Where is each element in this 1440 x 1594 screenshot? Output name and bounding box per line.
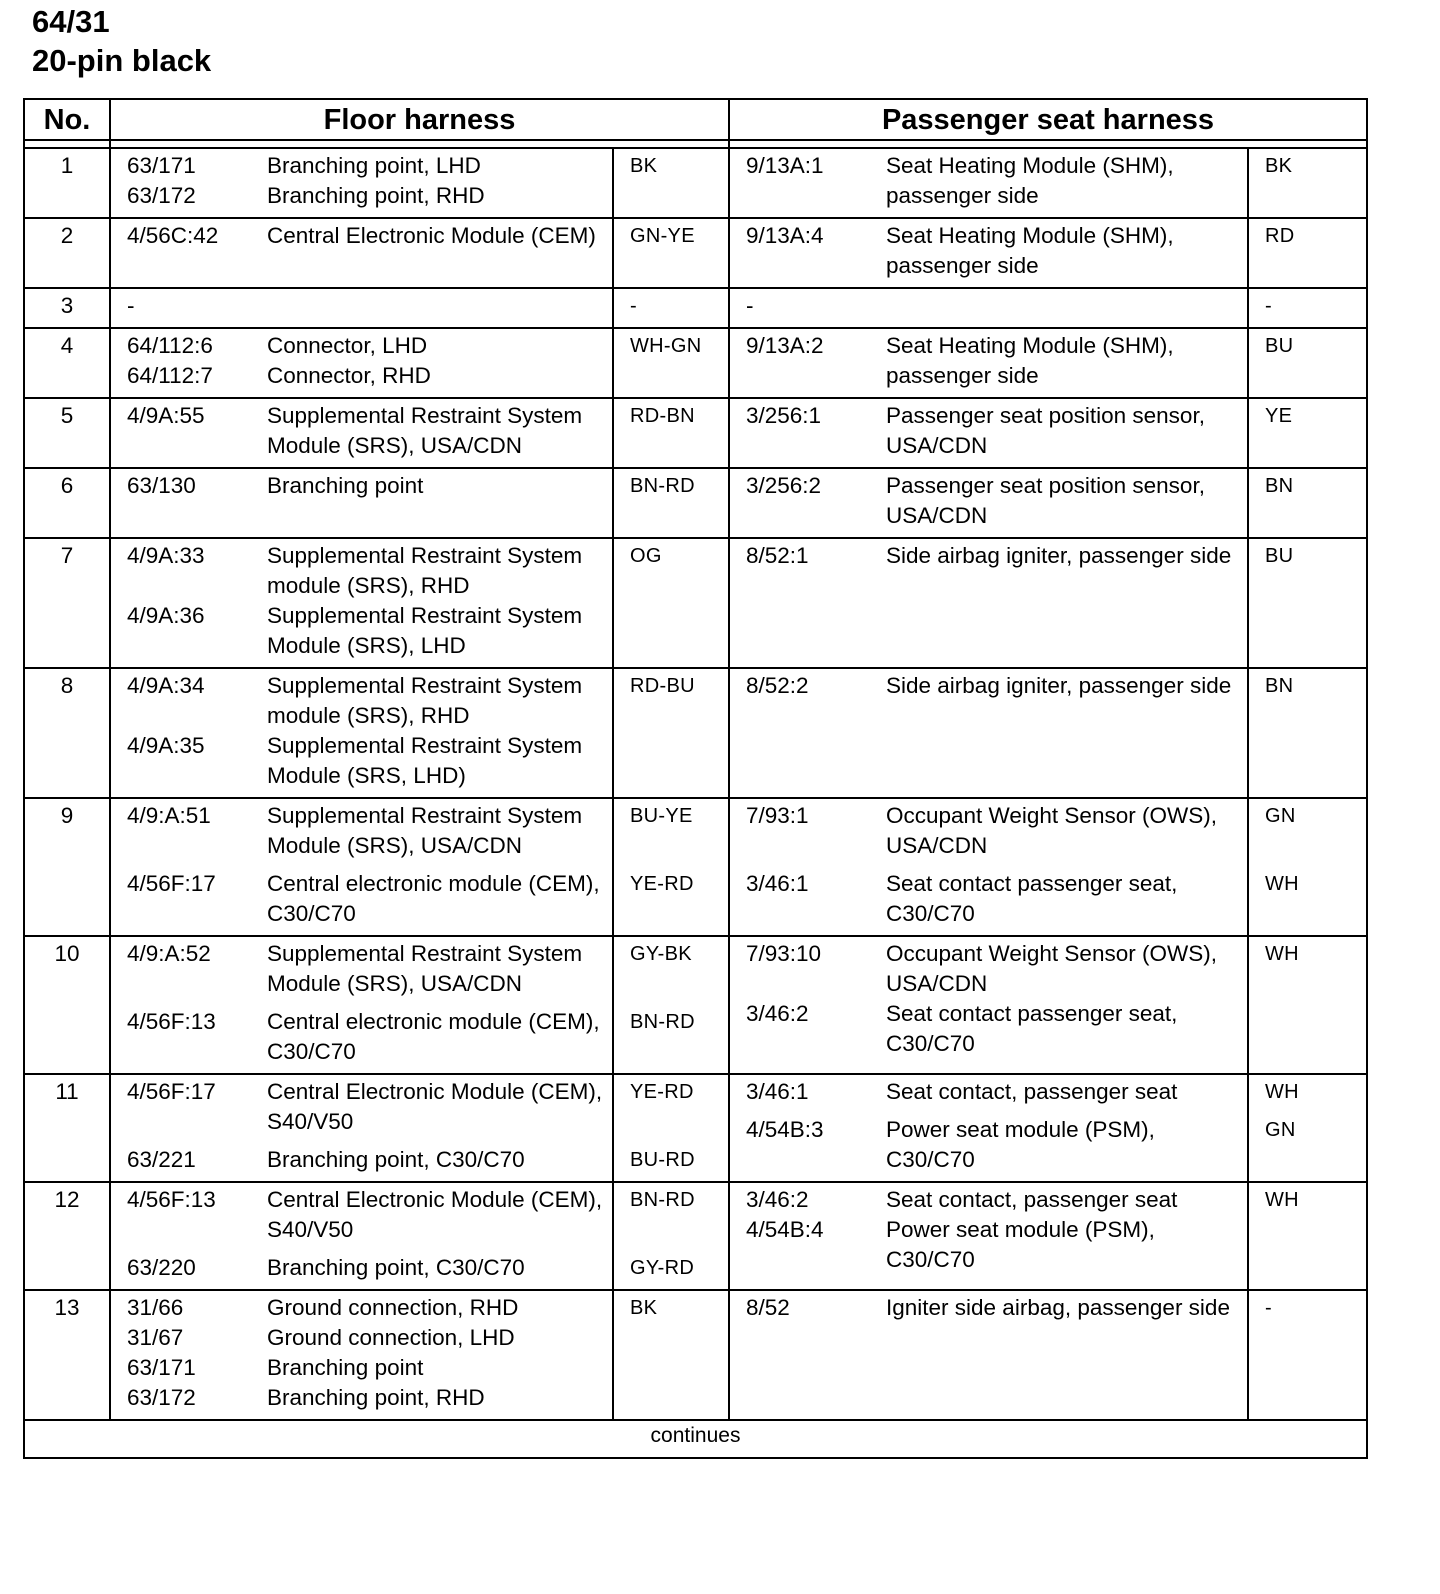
component-description: Supplemental Restraint System Module (SRS), USA/CDN (267, 941, 583, 996)
wire-color: BN-RD (630, 1011, 695, 1033)
wire-color: BK (630, 155, 658, 177)
seat-harness-cell (729, 288, 1248, 328)
harness-entry (746, 541, 1241, 571)
floor-wire-color-cell (613, 148, 729, 218)
seat-harness-cell (729, 218, 1248, 288)
connector-code: 63/221 (127, 1147, 196, 1172)
floor-wire-color-cell (613, 668, 729, 798)
connector-code: 63/171 (127, 1355, 196, 1380)
harness-entry (746, 1077, 1241, 1107)
wire-color: BN-RD (630, 1189, 695, 1211)
harness-entry (127, 939, 606, 999)
seat-harness-cell (729, 1182, 1248, 1290)
connector-number: 64/31 (32, 4, 110, 39)
component-description: Igniter side airbag, passenger side (886, 1295, 1230, 1320)
pin-table (23, 98, 1368, 1459)
harness-entry (127, 1007, 606, 1067)
wire-color: YE-RD (630, 1081, 694, 1103)
pin-number: 3 (24, 288, 110, 328)
connector-code: 4/9A:35 (127, 733, 205, 758)
connector-code: 3/46:2 (746, 1001, 809, 1026)
connector-code: 8/52:1 (746, 543, 809, 568)
pin-number: 2 (24, 218, 110, 288)
component-description: Central Electronic Module (CEM), S40/V50 (267, 1187, 603, 1242)
floor-wire-color-cell (613, 1074, 729, 1182)
seat-harness-cell (729, 668, 1248, 798)
seat-wire-color-cell (1248, 538, 1367, 668)
connector-code: - (127, 293, 135, 318)
floor-wire-color-cell (613, 1290, 729, 1420)
harness-entry (127, 331, 606, 361)
seat-harness-cell (729, 798, 1248, 936)
harness-entry (127, 471, 606, 501)
floor-wire-color-cell (613, 288, 729, 328)
connector-code: 4/9A:36 (127, 603, 205, 628)
seat-wire-color-cell (1248, 468, 1367, 538)
harness-entry (127, 291, 606, 321)
floor-harness-cell (110, 668, 613, 798)
component-description: Connector, RHD (267, 363, 431, 388)
component-description: Central electronic module (CEM), C30/C70 (267, 871, 600, 926)
seat-wire-color-cell (1248, 1074, 1367, 1182)
harness-entry (127, 1323, 606, 1353)
seat-harness-cell (729, 538, 1248, 668)
harness-entry (746, 401, 1241, 461)
wire-color: WH (1265, 943, 1299, 965)
component-description: Branching point, C30/C70 (267, 1255, 525, 1280)
pin-number: 12 (24, 1182, 110, 1290)
component-description: Occupant Weight Sensor (OWS), USA/CDN (886, 941, 1217, 996)
component-description: Seat contact passenger seat, C30/C70 (886, 1001, 1178, 1056)
connector-code: 8/52 (746, 1295, 790, 1320)
floor-harness-cell (110, 398, 613, 468)
connector-code: 3/46:1 (746, 871, 809, 896)
harness-entry (127, 151, 606, 181)
harness-entry (746, 331, 1241, 391)
connector-code: 4/9A:34 (127, 673, 205, 698)
harness-entry (127, 731, 606, 791)
component-description: Central Electronic Module (CEM), S40/V50 (267, 1079, 603, 1134)
harness-entry (127, 181, 606, 211)
table-row (24, 1290, 1367, 1420)
wire-color: BK (630, 1297, 658, 1319)
seat-wire-color-cell (1248, 218, 1367, 288)
connector-code: 31/66 (127, 1295, 184, 1320)
seat-wire-color-cell (1248, 398, 1367, 468)
harness-entry (746, 1293, 1241, 1323)
wire-color: GN (1265, 805, 1296, 827)
header-separator (24, 140, 1367, 148)
wire-color: BU (1265, 545, 1294, 567)
connector-code: 31/67 (127, 1325, 184, 1350)
header-passenger-seat-harness: Passenger seat harness (729, 99, 1367, 140)
table-row (24, 148, 1367, 218)
wire-color: BU-YE (630, 805, 693, 827)
component-description: Power seat module (PSM), C30/C70 (886, 1117, 1155, 1172)
continues-note: continues (24, 1420, 1367, 1458)
connector-code: - (746, 293, 754, 318)
seat-wire-color-cell (1248, 328, 1367, 398)
floor-harness-cell (110, 1290, 613, 1420)
wire-color: BK (1265, 155, 1293, 177)
harness-entry (127, 401, 606, 461)
wire-color: - (1265, 295, 1272, 317)
connector-code: 4/9A:33 (127, 543, 205, 568)
floor-harness-cell (110, 1074, 613, 1182)
component-description (267, 291, 606, 321)
component-description: Side airbag igniter, passenger side (886, 543, 1232, 568)
wire-color: BU-RD (630, 1149, 695, 1171)
connector-code: 9/13A:1 (746, 153, 824, 178)
harness-entry (127, 801, 606, 861)
component-description: Branching point, C30/C70 (267, 1147, 525, 1172)
connector-code: 3/256:1 (746, 403, 822, 428)
wire-color: GY-RD (630, 1257, 695, 1279)
component-description: Ground connection, LHD (267, 1325, 515, 1350)
component-description: Seat Heating Module (SHM), passenger side (886, 153, 1174, 208)
harness-entry (746, 1215, 1241, 1275)
harness-entry (746, 151, 1241, 211)
connector-type: 20-pin black (32, 43, 212, 78)
component-description: Connector, LHD (267, 333, 428, 358)
floor-wire-color-cell (613, 468, 729, 538)
component-description: Branching point, RHD (267, 183, 485, 208)
component-description: Occupant Weight Sensor (OWS), USA/CDN (886, 803, 1217, 858)
component-description: Supplemental Restraint System module (SRS), RHD (267, 673, 583, 728)
pin-number: 9 (24, 798, 110, 936)
seat-wire-color-cell (1248, 798, 1367, 936)
component-description: Passenger seat position sensor, USA/CDN (886, 473, 1205, 528)
harness-entry (127, 1145, 606, 1175)
harness-entry (746, 291, 1241, 321)
table-row (24, 398, 1367, 468)
header-no: No. (24, 99, 110, 140)
component-description: Branching point (267, 1355, 424, 1380)
seat-wire-color-cell (1248, 1290, 1367, 1420)
table-row (24, 218, 1367, 288)
component-description: Side airbag igniter, passenger side (886, 673, 1232, 698)
wire-color: GN-YE (630, 225, 695, 247)
harness-entry (746, 939, 1241, 999)
component-description: Seat contact, passenger seat (886, 1079, 1178, 1104)
seat-wire-color-cell (1248, 148, 1367, 218)
wire-color: RD (1265, 225, 1295, 247)
component-description: Supplemental Restraint System Module (SRS), USA/CDN (267, 803, 583, 858)
connector-code: 9/13A:4 (746, 223, 824, 248)
connector-code: 3/46:2 (746, 1187, 809, 1212)
wire-color: BN (1265, 675, 1294, 697)
connector-code: 4/54B:3 (746, 1117, 824, 1142)
connector-code: 4/56C:42 (127, 223, 219, 248)
floor-wire-color-cell (613, 218, 729, 288)
harness-entry (127, 541, 606, 601)
wire-color: WH (1265, 873, 1299, 895)
connector-code: 63/172 (127, 1385, 196, 1410)
component-description: Central Electronic Module (CEM) (267, 223, 596, 248)
table-row (24, 1182, 1367, 1290)
wire-color: WH (1265, 1189, 1299, 1211)
seat-wire-color-cell (1248, 936, 1367, 1074)
harness-entry (746, 671, 1241, 701)
wire-color: - (1265, 1297, 1272, 1319)
seat-harness-cell (729, 1290, 1248, 1420)
floor-harness-cell (110, 936, 613, 1074)
component-description: Branching point, RHD (267, 1385, 485, 1410)
floor-harness-cell (110, 538, 613, 668)
harness-entry (746, 801, 1241, 861)
connector-code: 63/220 (127, 1255, 196, 1280)
connector-code: 63/171 (127, 153, 196, 178)
pin-number: 11 (24, 1074, 110, 1182)
component-description: Power seat module (PSM), C30/C70 (886, 1217, 1155, 1272)
pin-number: 6 (24, 468, 110, 538)
seat-harness-cell (729, 398, 1248, 468)
harness-entry (127, 1077, 606, 1137)
wire-color: RD-BN (630, 405, 695, 427)
table-row (24, 936, 1367, 1074)
seat-wire-color-cell (1248, 1182, 1367, 1290)
harness-entry (127, 601, 606, 661)
component-description: Supplemental Restraint System module (SRS), RHD (267, 543, 583, 598)
connector-code: 4/56F:13 (127, 1009, 216, 1034)
floor-harness-cell (110, 468, 613, 538)
connector-code: 4/56F:17 (127, 871, 216, 896)
component-description: Passenger seat position sensor, USA/CDN (886, 403, 1205, 458)
table-header-row (24, 99, 1367, 140)
pin-number: 4 (24, 328, 110, 398)
connector-code: 64/112:7 (127, 363, 213, 388)
connector-code: 3/256:2 (746, 473, 822, 498)
connector-code: 4/56F:17 (127, 1079, 216, 1104)
pin-number: 10 (24, 936, 110, 1074)
floor-harness-cell (110, 218, 613, 288)
seat-wire-color-cell (1248, 288, 1367, 328)
pin-number: 7 (24, 538, 110, 668)
table-row (24, 668, 1367, 798)
component-description: Branching point (267, 473, 424, 498)
component-description: Seat contact passenger seat, C30/C70 (886, 871, 1178, 926)
harness-entry (746, 869, 1241, 929)
component-description: Central electronic module (CEM), C30/C70 (267, 1009, 600, 1064)
harness-entry (746, 1185, 1241, 1215)
floor-wire-color-cell (613, 936, 729, 1074)
harness-entry (127, 869, 606, 929)
component-description: Branching point, LHD (267, 153, 481, 178)
wire-color: WH-GN (630, 335, 702, 357)
wire-color: WH (1265, 1081, 1299, 1103)
seat-harness-cell (729, 328, 1248, 398)
connector-code: 63/130 (127, 473, 196, 498)
connector-code: 3/46:1 (746, 1079, 809, 1104)
connector-code: 63/172 (127, 183, 196, 208)
connector-code: 4/9A:55 (127, 403, 205, 428)
component-description: Seat Heating Module (SHM), passenger side (886, 333, 1174, 388)
pin-number: 1 (24, 148, 110, 218)
table-row (24, 538, 1367, 668)
floor-wire-color-cell (613, 328, 729, 398)
seat-wire-color-cell (1248, 668, 1367, 798)
harness-entry (746, 471, 1241, 531)
table-row (24, 798, 1367, 936)
floor-harness-cell (110, 798, 613, 936)
wire-color: BN-RD (630, 475, 695, 497)
harness-entry (127, 221, 606, 251)
harness-entry (127, 1383, 606, 1413)
connector-code: 9/13A:2 (746, 333, 824, 358)
wire-color: - (630, 295, 637, 317)
table-row (24, 288, 1367, 328)
connector-code: 4/9:A:51 (127, 803, 211, 828)
seat-harness-cell (729, 468, 1248, 538)
floor-harness-cell (110, 1182, 613, 1290)
connector-code: 8/52:2 (746, 673, 809, 698)
wire-color: GY-BK (630, 943, 692, 965)
harness-entry (127, 1353, 606, 1383)
pin-number: 13 (24, 1290, 110, 1420)
component-description: Seat Heating Module (SHM), passenger side (886, 223, 1174, 278)
connector-code: 7/93:1 (746, 803, 809, 828)
wire-color: BN (1265, 475, 1294, 497)
floor-harness-cell (110, 288, 613, 328)
floor-wire-color-cell (613, 398, 729, 468)
connector-code: 4/56F:13 (127, 1187, 216, 1212)
harness-entry (127, 671, 606, 731)
floor-wire-color-cell (613, 798, 729, 936)
wire-color: OG (630, 545, 662, 567)
table-row (24, 1074, 1367, 1182)
wire-color: YE (1265, 405, 1293, 427)
wire-color: BU (1265, 335, 1294, 357)
component-description: Supplemental Restraint System Module (SRS), USA/CDN (267, 403, 583, 458)
component-description (886, 291, 1241, 321)
component-description: Seat contact, passenger seat (886, 1187, 1178, 1212)
table-row (24, 328, 1367, 398)
wire-color: RD-BU (630, 675, 695, 697)
connector-code: 4/54B:4 (746, 1217, 824, 1242)
pin-number: 8 (24, 668, 110, 798)
harness-entry (746, 1115, 1241, 1175)
table-row (24, 468, 1367, 538)
floor-harness-cell (110, 328, 613, 398)
connector-code: 4/9:A:52 (127, 941, 211, 966)
harness-entry (127, 1185, 606, 1245)
connector-code: 7/93:10 (746, 941, 822, 966)
component-description: Supplemental Restraint System Module (SRS, LHD) (267, 733, 583, 788)
floor-harness-cell (110, 148, 613, 218)
component-description: Ground connection, RHD (267, 1295, 519, 1320)
header-floor-harness: Floor harness (110, 99, 729, 140)
harness-entry (127, 1293, 606, 1323)
connector-code: 64/112:6 (127, 333, 213, 358)
seat-harness-cell (729, 936, 1248, 1074)
seat-harness-cell (729, 148, 1248, 218)
floor-wire-color-cell (613, 1182, 729, 1290)
pin-number: 5 (24, 398, 110, 468)
harness-entry (127, 1253, 606, 1283)
floor-wire-color-cell (613, 538, 729, 668)
wire-color: GN (1265, 1119, 1296, 1141)
harness-entry (127, 361, 606, 391)
wire-color: YE-RD (630, 873, 694, 895)
component-description: Supplemental Restraint System Module (SRS), LHD (267, 603, 583, 658)
harness-entry (746, 999, 1241, 1059)
seat-harness-cell (729, 1074, 1248, 1182)
harness-entry (746, 221, 1241, 281)
